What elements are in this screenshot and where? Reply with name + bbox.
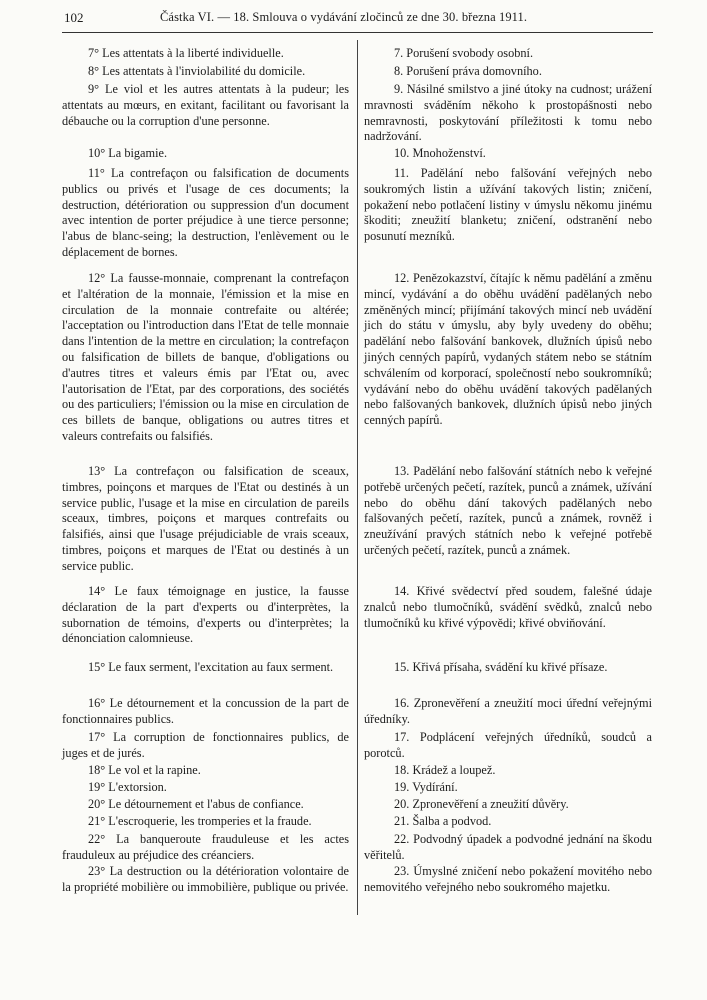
cz-item-18: 18. Krádež a loupež. (394, 763, 496, 777)
fr-item-11: 11° La contrefaçon ou falsification de documents publics ou privés et l'usage de ces documents; la destruction, détérioration ou suppression d'un document avec intention de porter préjudice à une tierce personne; l'abus de blanc-seing; la destruction, l'enlèvement ou le déplacement de bornes. (62, 166, 349, 259)
cz-item-19: 19. Vydírání. (394, 780, 458, 794)
fr-item-15: 15° Le faux serment, l'excitation au faux serment. (88, 660, 334, 674)
cz-item-13: 13. Padělání nebo falšování státních nebo k veřejné potřebě určených pečetí, razítek, punců a známek, užívání nebo do oběhu dání takových padělaných nebo falšovaných pečetí, razítek, punců a známek, rovněž i zneužívání pravých státních nebo k veřejné potřebě určených pečetí, razítek, punců a známek. (364, 464, 652, 557)
fr-item-14: 14° Le faux témoignage en justice, la fausse déclaration de la part d'experts ou d'interprètes, la subornation de témoins, d'experts ou d'interprètes; la dénonciation calomnieuse. (62, 584, 349, 646)
cz-item-23: 23. Úmyslné zničení nebo pokažení movitého nebo nemovitého veřejného nebo soukromého majetku. (364, 864, 652, 894)
fr-item-20: 20° Le détournement et l'abus de confiance. (88, 797, 304, 811)
fr-item-9: 9° Le viol et les autres attentats à la pudeur; les attentats au mœurs, en exitant, facilitant ou favorisant la débauche ou la corruption d'une personne. (62, 82, 349, 128)
fr-item-8: 8° Les attentats à l'inviolabilité du domicile. (88, 64, 306, 78)
fr-item-12: 12° La fausse-monnaie, comprenant la contrefaçon et l'altération de la monnaie, l'émission et la mise en circulation de la monnaie contrefaite ou altérée; l'acceptation ou l'introduction dans l'Etat de telle monnaie dans l'intention de la mettre en circulation; la contrefaçon ou falsification de billets de banque, d'obligations ou d'autres titres et valeurs émis par l'Etat ou, avec l'autorisation de l'Etat, par des corporations, des sociétés ou des particuliers; l'émission ou la mise en circulation de ces billets de banque, obligations ou autres titres et valeurs contrefaits ou falsifiés. (62, 271, 349, 443)
cz-item-21: 21. Šalba a podvod. (394, 814, 492, 828)
fr-item-16: 16° Le détournement et la concussion de la part de fonctionnaires publics. (62, 696, 349, 726)
running-head: Částka VI. — 18. Smlouva o vydávání zločinců ze dne 30. března 1911. (160, 10, 528, 24)
cz-item-22: 22. Podvodný úpadek a podvodné jednání na škodu věřitelů. (364, 832, 652, 862)
fr-item-18: 18° Le vol et la rapine. (88, 763, 201, 777)
page-number: 102 (64, 10, 84, 25)
cz-item-14: 14. Křivé svědectví před soudem, falešné údaje znalců nebo tlumočníků, svádění svědků, znalců nebo tlumočníků ku křivé výpovědi; křivé obviňování. (364, 584, 652, 630)
fr-item-13: 13° La contrefaçon ou falsification de sceaux, timbres, poinçons et marques de l'Etat ou destinés à un service public, l'usage et la mise en circulation de pareils sceaux, timbres, poiçons et marques contrefaits ou falsifiés, ainsi que l'usage préjudiciable de vrais sceaux, timbres, poiçons et marques de l'Etat ou destinés à un service public. (62, 464, 349, 573)
cz-item-17: 17. Podplácení veřejných úředníků, soudců a porotců. (364, 730, 652, 760)
cz-item-11: 11. Padělání nebo falšování veřejných nebo soukromých listin a užívání takových listin; zničení, pokažení nebo potlačení listiny v úmyslu někomu jinému škoditi; zneužití blanketu; zničení, odstranění nebo posunutí mezníků. (364, 166, 652, 244)
cz-item-9: 9. Násilné smilstvo a jiné útoky na cudnost; urážení mravnosti sváděním někoho k prostopášnosti nebo nemravnosti, poskytování příležitosti k tomu nebo nadržování. (364, 82, 652, 144)
fr-item-7: 7° Les attentats à la liberté individuelle. (88, 46, 284, 60)
cz-item-15: 15. Křivá přísaha, svádění ku křivé přísaze. (394, 660, 608, 674)
fr-item-23: 23° La destruction ou la détérioration volontaire de la propriété mobilière ou immobilière, publique ou privée. (62, 864, 349, 894)
fr-item-22: 22° La banqueroute frauduleuse et les actes frauduleux au préjudice des créanciers. (62, 832, 349, 862)
cz-item-10: 10. Mnohoženství. (394, 146, 486, 160)
column-divider (357, 40, 358, 915)
header-rule (62, 32, 653, 33)
fr-item-19: 19° L'extorsion. (88, 780, 167, 794)
cz-item-20: 20. Zpronevěření a zneužití důvěry. (394, 797, 569, 811)
cz-item-12: 12. Penězokazství, čítajíc k němu padělání a změnu mincí, vydávání a do oběhu uvádění padělaných nebo změněných mincí; přijímání takových mincí neb uvádění jich do státu v úmyslu, aby byly uvedeny do oběhu; padělání nebo falšování bankovek, dlužních úpisů nebo jiných cenných papírů, vydaných státem nebo se státním schválením od korporací, společností nebo soukromníků; vydávání nebo do oběhu uvádění takových padělaných nebo falšovaných bankovek, dlužních úpisů nebo jiných cenných papírů. (364, 271, 652, 428)
cz-item-7: 7. Porušení svobody osobní. (394, 46, 534, 60)
fr-item-10: 10° La bigamie. (88, 146, 168, 160)
cz-item-8: 8. Porušení práva domovního. (394, 64, 542, 78)
fr-item-17: 17° La corruption de fonctionnaires publics, de juges et de jurés. (62, 730, 349, 760)
cz-item-16: 16. Zpronevěření a zneužití moci úřední veřejnými úředníky. (364, 696, 652, 726)
fr-item-21: 21° L'escroquerie, les tromperies et la fraude. (88, 814, 312, 828)
